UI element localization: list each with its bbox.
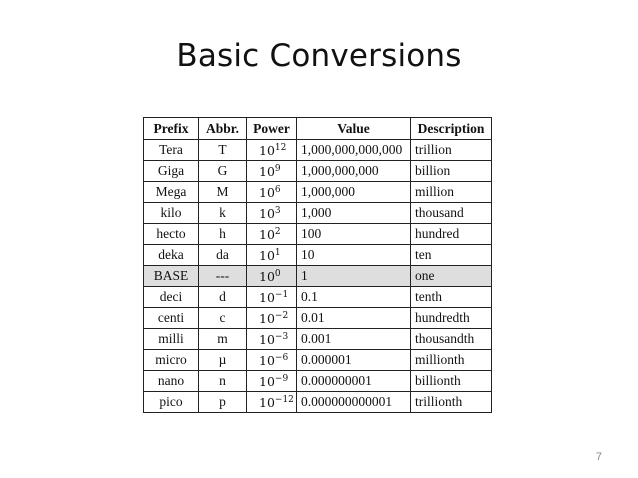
table-row (144, 161, 492, 182)
cell-prefix: kilo (144, 203, 199, 224)
cell-abbr: da (199, 245, 247, 266)
cell-value: 0.01 (297, 308, 411, 329)
cell-description: ten (411, 245, 492, 266)
table-row (144, 140, 492, 161)
power-exponent: 3 (274, 205, 281, 216)
cell-description: billion (411, 161, 492, 182)
cell-abbr: T (199, 140, 247, 161)
cell-prefix: deka (144, 245, 199, 266)
power-base: 10 (259, 331, 275, 347)
power-base: 10 (259, 268, 275, 284)
table-row (144, 329, 492, 350)
cell-description: trillion (411, 140, 492, 161)
power-base: 10 (259, 247, 275, 263)
cell-prefix: nano (144, 371, 199, 392)
power-base: 10 (259, 289, 275, 305)
cell-prefix: Giga (144, 161, 199, 182)
power-base: 10 (259, 394, 275, 410)
table-row (144, 203, 492, 224)
cell-description: million (411, 182, 492, 203)
cell-value: 1,000,000,000,000 (297, 140, 411, 161)
power-exponent: 1 (274, 247, 281, 258)
page-number: 7 (595, 451, 602, 463)
cell-description: thousand (411, 203, 492, 224)
cell-prefix: hecto (144, 224, 199, 245)
power-base: 10 (259, 226, 275, 242)
power-exponent: 2 (274, 226, 281, 237)
cell-power (247, 392, 297, 413)
table-row (144, 371, 492, 392)
cell-abbr: c (199, 308, 247, 329)
cell-value: 10 (297, 245, 411, 266)
cell-description: millionth (411, 350, 492, 371)
cell-power (247, 182, 297, 203)
cell-abbr: M (199, 182, 247, 203)
table-row (144, 287, 492, 308)
cell-prefix: Tera (144, 140, 199, 161)
table-row (144, 245, 492, 266)
cell-power (247, 266, 297, 287)
table-row (144, 350, 492, 371)
header-power: Power (247, 118, 297, 140)
power-exponent: −9 (274, 373, 289, 384)
cell-value: 0.000001 (297, 350, 411, 371)
cell-value: 1,000,000 (297, 182, 411, 203)
cell-description: trillionth (411, 392, 492, 413)
power-base: 10 (259, 205, 275, 221)
cell-abbr: h (199, 224, 247, 245)
table-row (144, 266, 492, 287)
cell-value: 1,000 (297, 203, 411, 224)
table-row (144, 224, 492, 245)
cell-value: 0.000000001 (297, 371, 411, 392)
power-exponent: 6 (274, 184, 281, 195)
cell-prefix: Mega (144, 182, 199, 203)
conversion-table-container (143, 117, 491, 413)
cell-power (247, 329, 297, 350)
cell-value: 100 (297, 224, 411, 245)
cell-abbr: m (199, 329, 247, 350)
cell-value: 1 (297, 266, 411, 287)
cell-description: one (411, 266, 492, 287)
power-exponent: −1 (274, 289, 289, 300)
table-header-row (144, 118, 492, 140)
cell-description: tenth (411, 287, 492, 308)
cell-value: 0.1 (297, 287, 411, 308)
power-base: 10 (259, 310, 275, 326)
cell-power (247, 308, 297, 329)
cell-description: billionth (411, 371, 492, 392)
power-exponent: 0 (274, 268, 281, 279)
cell-value: 0.000000000001 (297, 392, 411, 413)
header-value: Value (297, 118, 411, 140)
power-base: 10 (259, 163, 275, 179)
power-base: 10 (259, 142, 275, 158)
cell-description: thousandth (411, 329, 492, 350)
cell-power (247, 140, 297, 161)
power-exponent: 9 (274, 163, 281, 174)
power-base: 10 (259, 373, 275, 389)
cell-prefix: BASE (144, 266, 199, 287)
table-row (144, 182, 492, 203)
cell-prefix: pico (144, 392, 199, 413)
power-exponent: −6 (274, 352, 289, 363)
cell-power (247, 161, 297, 182)
power-exponent: −2 (274, 310, 289, 321)
cell-abbr: d (199, 287, 247, 308)
cell-power (247, 224, 297, 245)
cell-power (247, 203, 297, 224)
cell-power (247, 245, 297, 266)
cell-abbr: n (199, 371, 247, 392)
cell-value: 0.001 (297, 329, 411, 350)
header-abbr: Abbr. (199, 118, 247, 140)
conversion-table (143, 117, 492, 413)
table-body (144, 140, 492, 413)
power-exponent: 12 (274, 142, 287, 153)
cell-prefix: milli (144, 329, 199, 350)
cell-description: hundredth (411, 308, 492, 329)
cell-power (247, 350, 297, 371)
cell-abbr: G (199, 161, 247, 182)
header-prefix: Prefix (144, 118, 199, 140)
cell-prefix: centi (144, 308, 199, 329)
power-exponent: −3 (274, 331, 289, 342)
cell-abbr: µ (199, 350, 247, 371)
table-row (144, 392, 492, 413)
cell-value: 1,000,000,000 (297, 161, 411, 182)
cell-description: hundred (411, 224, 492, 245)
cell-abbr: --- (199, 266, 247, 287)
power-exponent: −12 (274, 394, 294, 405)
cell-abbr: p (199, 392, 247, 413)
cell-power (247, 371, 297, 392)
slide-title: Basic Conversions (176, 38, 462, 74)
cell-abbr: k (199, 203, 247, 224)
cell-prefix: micro (144, 350, 199, 371)
table-row (144, 308, 492, 329)
power-base: 10 (259, 184, 275, 200)
cell-prefix: deci (144, 287, 199, 308)
header-description: Description (411, 118, 492, 140)
cell-power (247, 287, 297, 308)
power-base: 10 (259, 352, 275, 368)
